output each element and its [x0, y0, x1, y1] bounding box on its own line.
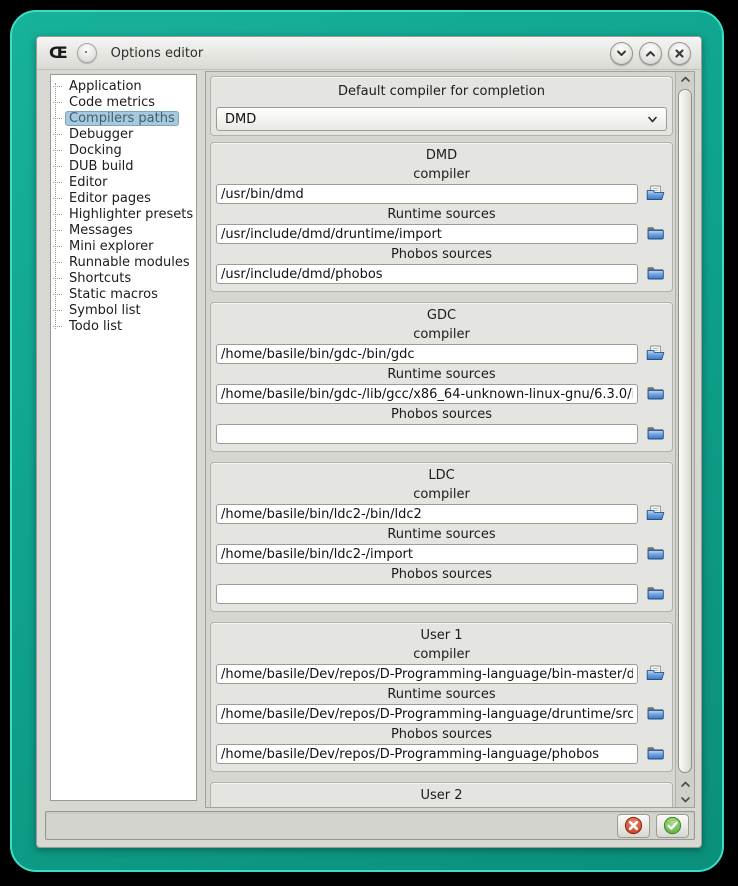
sidebar-item-label: Symbol list [69, 302, 141, 318]
open-file-button[interactable] [643, 664, 667, 684]
chevron-down-icon [680, 795, 691, 804]
path-field [216, 246, 667, 285]
path-input[interactable] [216, 744, 638, 764]
select-folder-button[interactable] [643, 744, 667, 764]
select-folder-icon [646, 385, 665, 404]
field-label: Runtime sources [387, 687, 496, 702]
path-field [216, 686, 667, 725]
path-field [216, 646, 667, 685]
default-compiler-group [210, 76, 673, 136]
splitter-handle[interactable] [198, 74, 205, 801]
sidebar-item-label: DUB build [69, 158, 134, 174]
path-field [216, 726, 667, 765]
sidebar-item-shortcuts[interactable] [53, 270, 196, 286]
open-file-icon [646, 345, 665, 364]
group-title: Default compiler for completion [338, 84, 545, 99]
sidebar-item-messages[interactable] [53, 222, 196, 238]
group-title: User 1 [420, 628, 463, 643]
options-scroll-content [206, 72, 675, 807]
select-folder-icon [646, 545, 665, 564]
sidebar-item-docking[interactable] [53, 142, 196, 158]
sidebar-item-symbol-list[interactable] [53, 302, 196, 318]
sidebar-item-label: Static macros [69, 286, 158, 302]
select-folder-icon [646, 265, 665, 284]
sidebar-item-editor-pages[interactable] [53, 190, 196, 206]
sidebar-item-label: Runnable modules [69, 254, 190, 270]
group-title: User 2 [420, 788, 463, 803]
path-input[interactable] [216, 184, 638, 204]
open-file-icon [646, 665, 665, 684]
select-folder-button[interactable] [643, 224, 667, 244]
sidebar-item-dub-build[interactable] [53, 158, 196, 174]
field-label: compiler [413, 327, 470, 342]
path-input[interactable] [216, 384, 638, 404]
select-folder-button[interactable] [643, 424, 667, 444]
path-field [216, 486, 667, 525]
compiler-group-dmd [210, 142, 673, 292]
shade-button[interactable] [610, 42, 633, 65]
path-field [216, 566, 667, 605]
compiler-group-gdc [210, 302, 673, 452]
sidebar-item-runnable-modules[interactable] [53, 254, 196, 270]
window-title: Options editor [110, 45, 204, 61]
options-editor-window [36, 36, 702, 848]
window-content [37, 70, 701, 848]
field-label: Runtime sources [387, 207, 496, 222]
select-folder-button[interactable] [643, 384, 667, 404]
compiler-group-user-1 [210, 622, 673, 772]
chevron-down-icon [647, 114, 658, 125]
titlebar-menu-button[interactable] [77, 43, 97, 63]
compiler-group-user-2 [210, 782, 673, 807]
window-frame [10, 10, 724, 872]
scroll-track[interactable] [676, 87, 694, 777]
sidebar-item-editor[interactable] [53, 174, 196, 190]
path-input[interactable] [216, 704, 638, 724]
select-folder-button[interactable] [643, 704, 667, 724]
cancel-icon [624, 816, 643, 835]
statusbar [45, 811, 695, 840]
chevron-up-icon [644, 47, 657, 60]
field-label: Runtime sources [387, 367, 496, 382]
sidebar-item-label: Application [69, 78, 142, 94]
chevron-up-icon [680, 780, 691, 789]
coedit-logo-icon: Œ [49, 43, 68, 62]
select-folder-icon [646, 745, 665, 764]
open-file-button[interactable] [643, 344, 667, 364]
sidebar-item-label: Mini explorer [69, 238, 154, 254]
select-folder-icon [646, 425, 665, 444]
path-field [216, 326, 667, 365]
select-folder-icon [646, 225, 665, 244]
accept-button[interactable] [656, 814, 689, 838]
field-label: compiler [413, 487, 470, 502]
scroll-thumb[interactable] [678, 89, 692, 773]
select-folder-button[interactable] [643, 584, 667, 604]
titlebar [37, 37, 701, 70]
chevron-down-icon [615, 47, 628, 60]
select-folder-button[interactable] [643, 544, 667, 564]
sidebar-item-label: Messages [69, 222, 133, 238]
default-compiler-select[interactable] [216, 107, 667, 131]
sidebar-item-code-metrics[interactable] [53, 94, 196, 110]
path-input[interactable] [216, 584, 638, 604]
tree-guide-line [55, 83, 56, 329]
field-label: Phobos sources [390, 727, 493, 742]
open-file-button[interactable] [643, 504, 667, 524]
sidebar-item-debugger[interactable] [53, 126, 196, 142]
path-field [216, 206, 667, 245]
group-title: GDC [426, 308, 457, 323]
sidebar-item-compilers-paths[interactable] [53, 110, 196, 126]
group-title: DMD [425, 148, 458, 163]
sidebar-item-mini-explorer[interactable] [53, 238, 196, 254]
field-label: Phobos sources [390, 247, 493, 262]
cancel-button[interactable] [617, 814, 650, 838]
sidebar-item-label: Debugger [69, 126, 134, 142]
chevron-up-icon [680, 75, 691, 84]
group-title: LDC [428, 468, 455, 483]
sidebar-item-label: Editor [69, 174, 108, 190]
select-folder-icon [646, 585, 665, 604]
scroll-up-button[interactable] [676, 72, 694, 87]
path-input[interactable] [216, 264, 638, 284]
field-label: compiler [413, 647, 470, 662]
compiler-group-ldc [210, 462, 673, 612]
select-folder-icon [646, 705, 665, 724]
close-button[interactable] [668, 42, 691, 65]
select-folder-button[interactable] [643, 264, 667, 284]
sidebar-item-label: Highlighter presets [69, 206, 194, 222]
close-icon [673, 47, 686, 60]
path-field [216, 166, 667, 205]
open-file-icon [646, 185, 665, 204]
scroll-down-button[interactable] [676, 792, 694, 807]
field-label: Phobos sources [390, 567, 493, 582]
open-file-button[interactable] [643, 184, 667, 204]
path-field [216, 526, 667, 565]
field-label: compiler [413, 167, 470, 182]
sidebar-item-label: Todo list [69, 318, 123, 334]
path-field [216, 406, 667, 445]
combo-value: DMD [225, 111, 257, 127]
sidebar-item-highlighter-presets[interactable] [53, 206, 196, 222]
sidebar-item-application[interactable] [53, 78, 196, 94]
vertical-scrollbar[interactable] [675, 72, 694, 807]
field-label: Runtime sources [387, 527, 496, 542]
sidebar-item-todo-list[interactable] [53, 318, 196, 334]
path-field [216, 366, 667, 405]
sidebar-item-label: Shortcuts [69, 270, 132, 286]
compilers-paths-panel [205, 71, 695, 808]
sidebar-item-label: Code metrics [69, 94, 156, 110]
path-input[interactable] [216, 504, 638, 524]
open-file-icon [646, 505, 665, 524]
accept-icon [663, 816, 682, 835]
path-input[interactable] [216, 664, 638, 684]
sidebar-item-static-macros[interactable] [53, 286, 196, 302]
path-input[interactable] [216, 544, 638, 564]
sidebar-item-label: Docking [69, 142, 122, 158]
sidebar-item-label: Compilers paths [65, 111, 179, 126]
field-label: Phobos sources [390, 407, 493, 422]
path-input[interactable] [216, 424, 638, 444]
scroll-up-button-bottom[interactable] [676, 777, 694, 792]
sidebar-item-label: Editor pages [69, 190, 151, 206]
path-input[interactable] [216, 224, 638, 244]
unshade-button[interactable] [639, 42, 662, 65]
path-input[interactable] [216, 344, 638, 364]
category-list [50, 74, 197, 801]
